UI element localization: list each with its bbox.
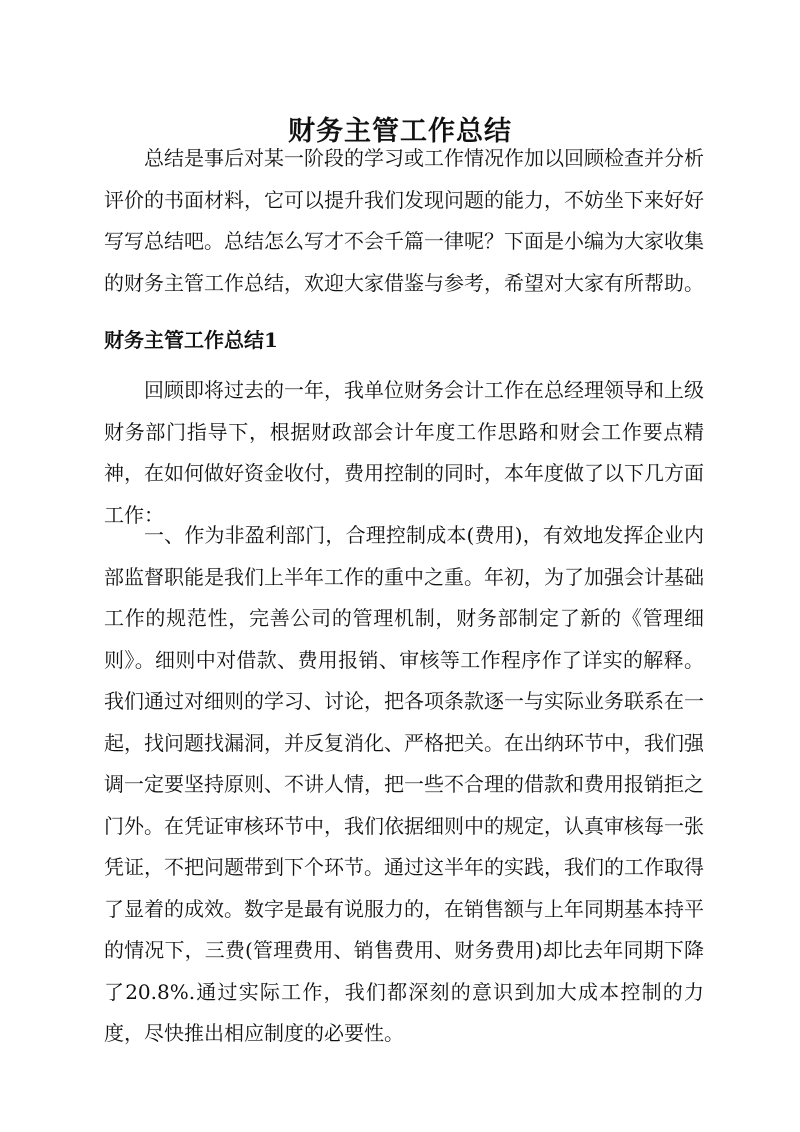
body-paragraph-cost-control: 一、作为非盈利部门，合理控制成本(费用)，有效地发挥企业内部监督职能是我们上半年工作的重中之重。年初，为了加强会计基础工作的规范性，完善公司的管理机制，财务部制定了新的《管理细则》。细则中对借款、费用报销、审核等工作程序作了详实的解释。我们通过对细则的学习、讨论，把各项条款逐一与实际业务联系在一起，找问题找漏洞，并反复消化、严格把关。在出纳环节中，我们强调一定要坚持原则、不讲人情，把一些不合理的借款和费用报销拒之门外。在凭证审核环节中，我们依据细则中的规定，认真审核每一张凭证，不把问题带到下个环节。通过这半年的实践，我们的工作取得了显着的成效。数字是最有说服力的，在销售额与上年同期基本持平的情况下，三费(管理费用、销售费用、财务费用)却比去年同期下降了20.8%.通过实际工作，我们都深刻的意识到加大成本控制的力度，尽快推出相应制度的必要性。: [104, 523, 704, 1045]
document-title: 财务主管工作总结: [288, 116, 512, 148]
intro-paragraph: 总结是事后对某一阶段的学习或工作情况作加以回顾检查并分析评价的书面材料，它可以提升我们发现问题的能力，不妨坐下来好好写写总结吧。总结怎么写才不会千篇一律呢？下面是小编为大家收集的财务主管工作总结，欢迎大家借鉴与参考，希望对大家有所帮助。: [104, 146, 704, 295]
body-paragraph-review: 回顾即将过去的一年，我单位财务会计工作在总经理领导和上级财务部门指导下，根据财政部会计年度工作思路和财会工作要点精神，在如何做好资金收付，费用控制的同时，本年度做了以下几方面工作：: [104, 378, 704, 527]
section-heading: 财务主管工作总结1: [104, 328, 278, 352]
